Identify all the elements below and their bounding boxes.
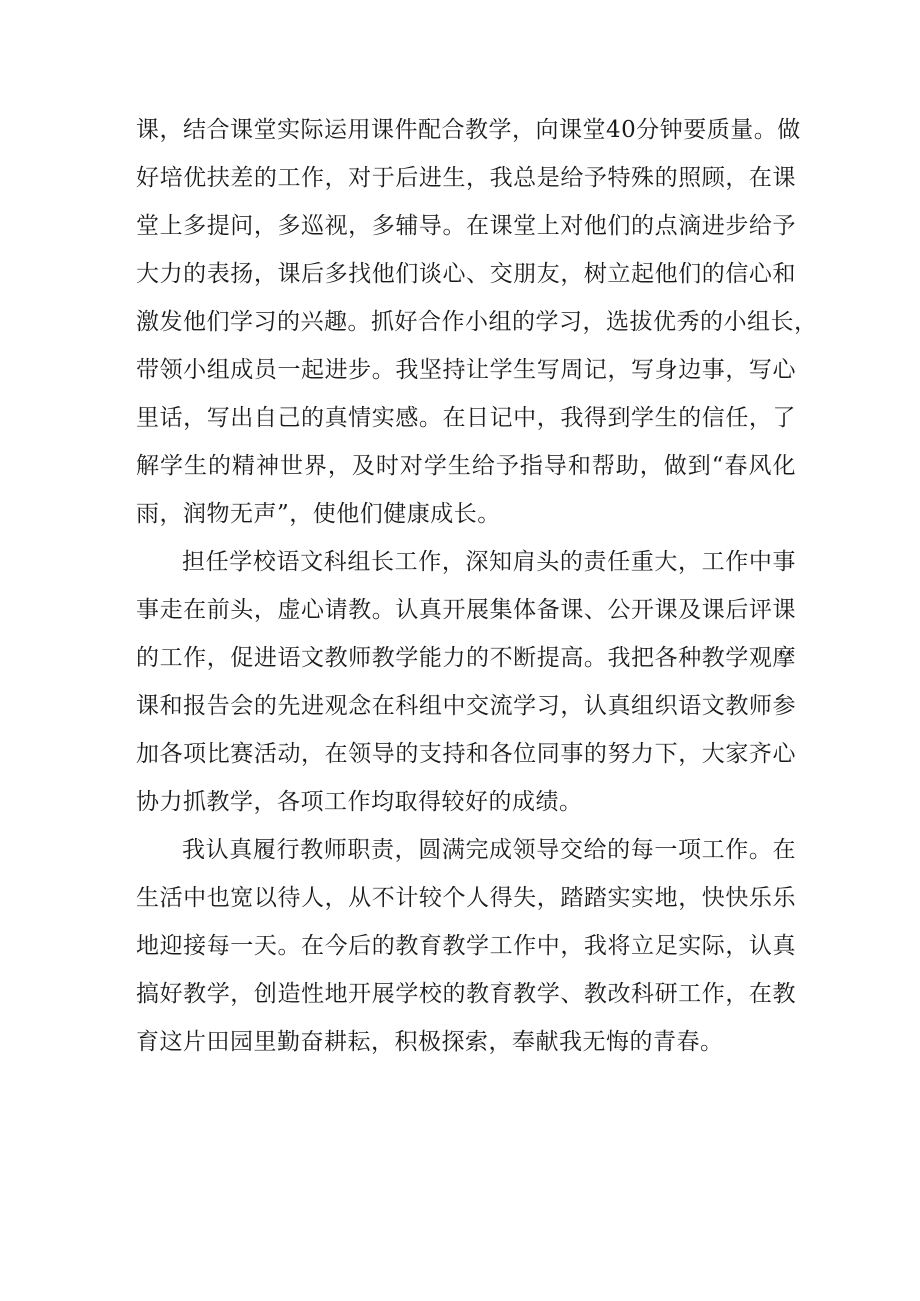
paragraph-3 [136,826,796,1066]
paragraph-line: 的工作，促进语文教师教学能力的不断提高。我把各种教学观摩 [136,645,796,671]
paragraph-line: 育这片田园里勤奋耕耘，积极探索，奉献我无悔的青春。 [136,1029,724,1055]
paragraph-line: 我认真履行教师职责，圆满完成领导交给的每一项工作。在 [182,837,796,863]
paragraph-line: 堂上多提问，多巡视，多辅导。在课堂上对他们的点滴进步给予 [136,213,796,239]
paragraph-line: 大力的表扬，课后多找他们谈心、交朋友，树立起他们的信心和 [136,261,796,287]
paragraph-line: 地迎接每一天。在今后的教育教学工作中，我将立足实际，认真 [136,933,796,959]
paragraph-line: 解学生的精神世界，及时对学生给予指导和帮助，做到“春风化 [136,453,796,479]
paragraph-line: 生活中也宽以待人，从不计较个人得失，踏踏实实地，快快乐乐 [136,885,796,911]
paragraph-line: 事走在前头，虚心请教。认真开展集体备课、公开课及课后评课 [136,597,796,623]
paragraph-line: 担任学校语文科组长工作，深知肩头的责任重大，工作中事 [182,549,796,575]
document-body [136,106,818,1066]
paragraph-line: 激发他们学习的兴趣。抓好合作小组的学习，选拔优秀的小组长， [136,309,818,335]
paragraph-1 [136,106,818,538]
paragraph-line: 加各项比赛活动，在领导的支持和各位同事的努力下，大家齐心 [136,741,796,767]
paragraph-line: 里话，写出自己的真情实感。在日记中，我得到学生的信任，了 [136,405,796,431]
paragraph-line: 课和报告会的先进观念在科组中交流学习，认真组织语文教师参 [136,693,796,719]
paragraph-line: 课，结合课堂实际运用课件配合教学，向课堂40分钟要质量。做 [136,117,801,143]
paragraph-line: 带领小组成员一起进步。我坚持让学生写周记，写身边事，写心 [136,357,796,383]
paragraph-line: 协力抓教学，各项工作均取得较好的成绩。 [136,789,583,815]
paragraph-line: 雨，润物无声”，使他们健康成长。 [136,501,501,527]
paragraph-line: 好培优扶差的工作，对于后进生，我总是给予特殊的照顾，在课 [136,165,796,191]
paragraph-line: 搞好教学，创造性地开展学校的教育教学、教改科研工作，在教 [136,981,796,1007]
paragraph-2 [136,538,796,826]
